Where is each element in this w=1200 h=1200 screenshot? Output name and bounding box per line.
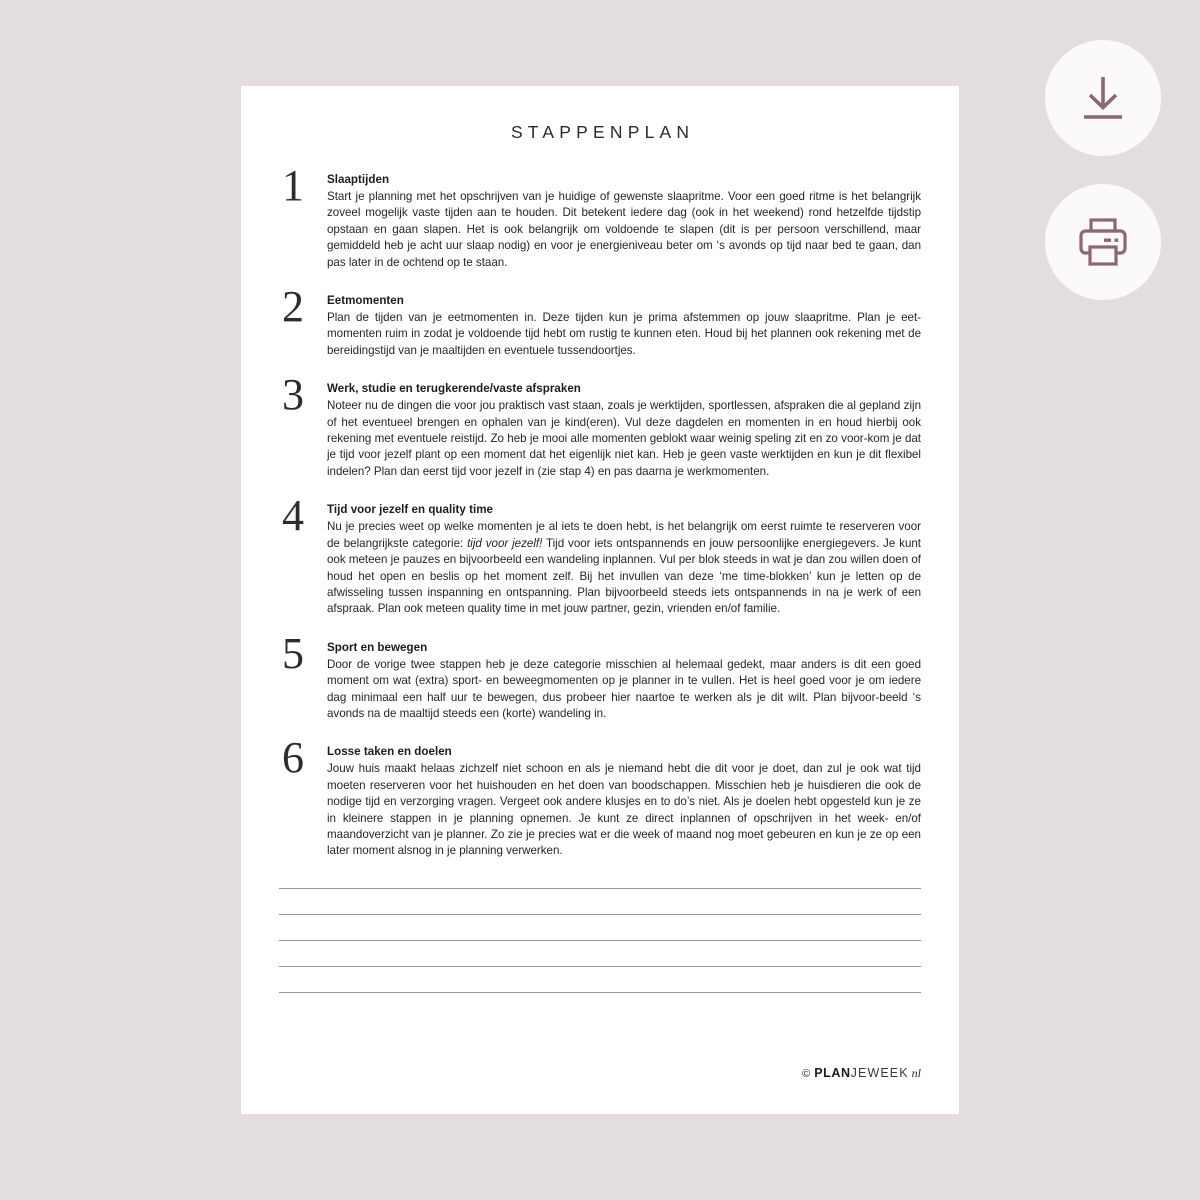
step-number: 1 <box>282 161 304 210</box>
step-text-part: Nu je precies weet op welke momenten je al iets te doen hebt, is het belangrijk om eerst ruimte te reserveren voor de belangrijkste categorie: <box>327 520 921 550</box>
step-item <box>279 733 921 859</box>
note-line <box>279 914 921 915</box>
step-number: 2 <box>282 282 304 332</box>
step-item <box>279 282 921 359</box>
step-heading: Werk, studie en terugkerende/vaste afspraken <box>327 382 581 396</box>
step-item <box>279 628 921 723</box>
printer-icon <box>1076 217 1130 267</box>
copyright-symbol: © <box>802 1067 811 1080</box>
note-lines <box>279 888 921 993</box>
note-line <box>279 888 921 889</box>
step-heading: Sport en bewegen <box>327 640 428 654</box>
step-number: 5 <box>282 628 304 678</box>
step-item <box>279 491 921 617</box>
step-number: 3 <box>282 370 304 420</box>
step-text: Start je planning met het opschrijven van je huidige of gewenste slaapritme. Voor een goed ritme is het belangrijk zoveel mogelijk vaste tijden aan te houden. Dit betekent iedere dag (ook in het weekend) rond hetzelfde tijdstip opstaan en gaan slapen. Het is ook belangrijk om voldoende te slapen (dit is per persoon verschillend, maar gemiddeld heb je acht uur slaap nodig) en voor je energieniveau beter om ‘s avonds op tijd naar bed te gaan, dan pas later in de ochtend op te staan. <box>327 190 921 269</box>
step-text <box>327 519 921 617</box>
step-text: Noteer nu de dingen die voor jou praktisch vast staan, zoals je werktijden, sportlessen, afspraken die al gepland zijn of het eventueel brengen en ophalen van je kind(eren). Vul deze dagdelen en momenten in en houd hierbij ook rekening met eventuele reistijd. Zo heb je mooi alle momenten geblokt waar weinig speling zit en zo voor-kom je dat je tijd voor jezelf plant op een moment dat het eigenlijk niet kan. Heb je geen vaste werktijden en kun je dit flexibel indelen? Plan dan eerst tijd voor jezelf in (zie stap 4) en pas daarna je werkmomenten. <box>327 399 921 478</box>
step-number: 4 <box>282 491 304 541</box>
action-rail <box>1045 40 1161 300</box>
step-item <box>279 370 921 480</box>
print-button[interactable] <box>1045 184 1161 300</box>
download-button[interactable] <box>1045 40 1161 156</box>
step-number: 6 <box>282 733 304 783</box>
note-line <box>279 992 921 993</box>
brand-name-bold: PLAN <box>814 1066 851 1080</box>
step-heading: Tijd voor jezelf en quality time <box>327 503 493 517</box>
step-text: Plan de tijden van je eetmomenten in. Deze tijden kun je prima afstemmen op jouw slaapritme. Plan je eet-momenten ruim in zodat je voldoende tijd hebt om rustig te kunnen eten. Houd bij het plannen ook rekening met de bereidingstijd van je maaltijden en eventuele tussendoortjes. <box>327 311 921 357</box>
steps-list <box>279 161 921 860</box>
note-line <box>279 940 921 941</box>
brand-name-regular: JEWEEK <box>850 1066 909 1080</box>
brand-tld: nl <box>911 1066 921 1080</box>
note-line <box>279 966 921 967</box>
step-text: Jouw huis maakt helaas zichzelf niet schoon en als je niemand hebt die dit voor je doet, dan zul je ook wat tijd moeten reserveren voor het huishouden en het doen van boodschappen. Misschien heb je huisdieren die ook de nodige tijd en verzorging vragen. Vergeet ook andere klusjes en to do’s niet. Als je doelen hebt opgesteld kun je ze in kleinere stappen in je planning opnemen. Je kunt ze direct inplannen of opschrijven in het week- en/of maandoverzicht van je planner. Zo zie je precies wat er die week of maand nog moet gebeuren en kun je ze op een later moment alsnog in je planning verwerken. <box>327 762 921 858</box>
download-icon <box>1076 71 1130 125</box>
step-text: Door de vorige twee stappen heb je deze categorie misschien al helemaal gedekt, maar anders is dit een goed moment om wat (extra) sport- en beweegmomenten op je planner in te vullen. Het is heel goed voor je om iedere dag minimaal een half uur te bewegen, dus probeer hier naartoe te werken als je dit wilt. Plan bijvoor-beeld ‘s avonds na de maaltijd steeds een (korte) wandeling in. <box>327 657 921 720</box>
step-heading: Slaaptijden <box>327 173 390 186</box>
step-text-emphasis: tijd voor jezelf! <box>467 536 543 550</box>
document-sheet <box>241 86 959 1114</box>
brand-logo <box>802 1066 921 1081</box>
step-heading: Eetmomenten <box>327 294 404 308</box>
page-title: STAPPENPLAN <box>510 122 695 142</box>
step-heading: Losse taken en doelen <box>327 745 452 759</box>
step-item <box>279 161 921 271</box>
step-text-part: Tijd voor iets ontspannends en jouw persoonlijke energiegevers. Je kunt ook meteen je pauzes en bijvoorbeeld een wandeling inplannen. Vul per blok steeds in wat je dan zou willen doen of houd het open en beslis op het moment zelf. Bij het invullen van deze ‘me time-blokken’ kun je letten op de afwisseling tussen inspanning en ontspanning. Plan bijvoorbeeld steeds iets ontspannends in na je werk of een afspraak. Plan ook meteen quality time in met jouw partner, gezin, vrienden en/of familie. <box>327 536 921 616</box>
